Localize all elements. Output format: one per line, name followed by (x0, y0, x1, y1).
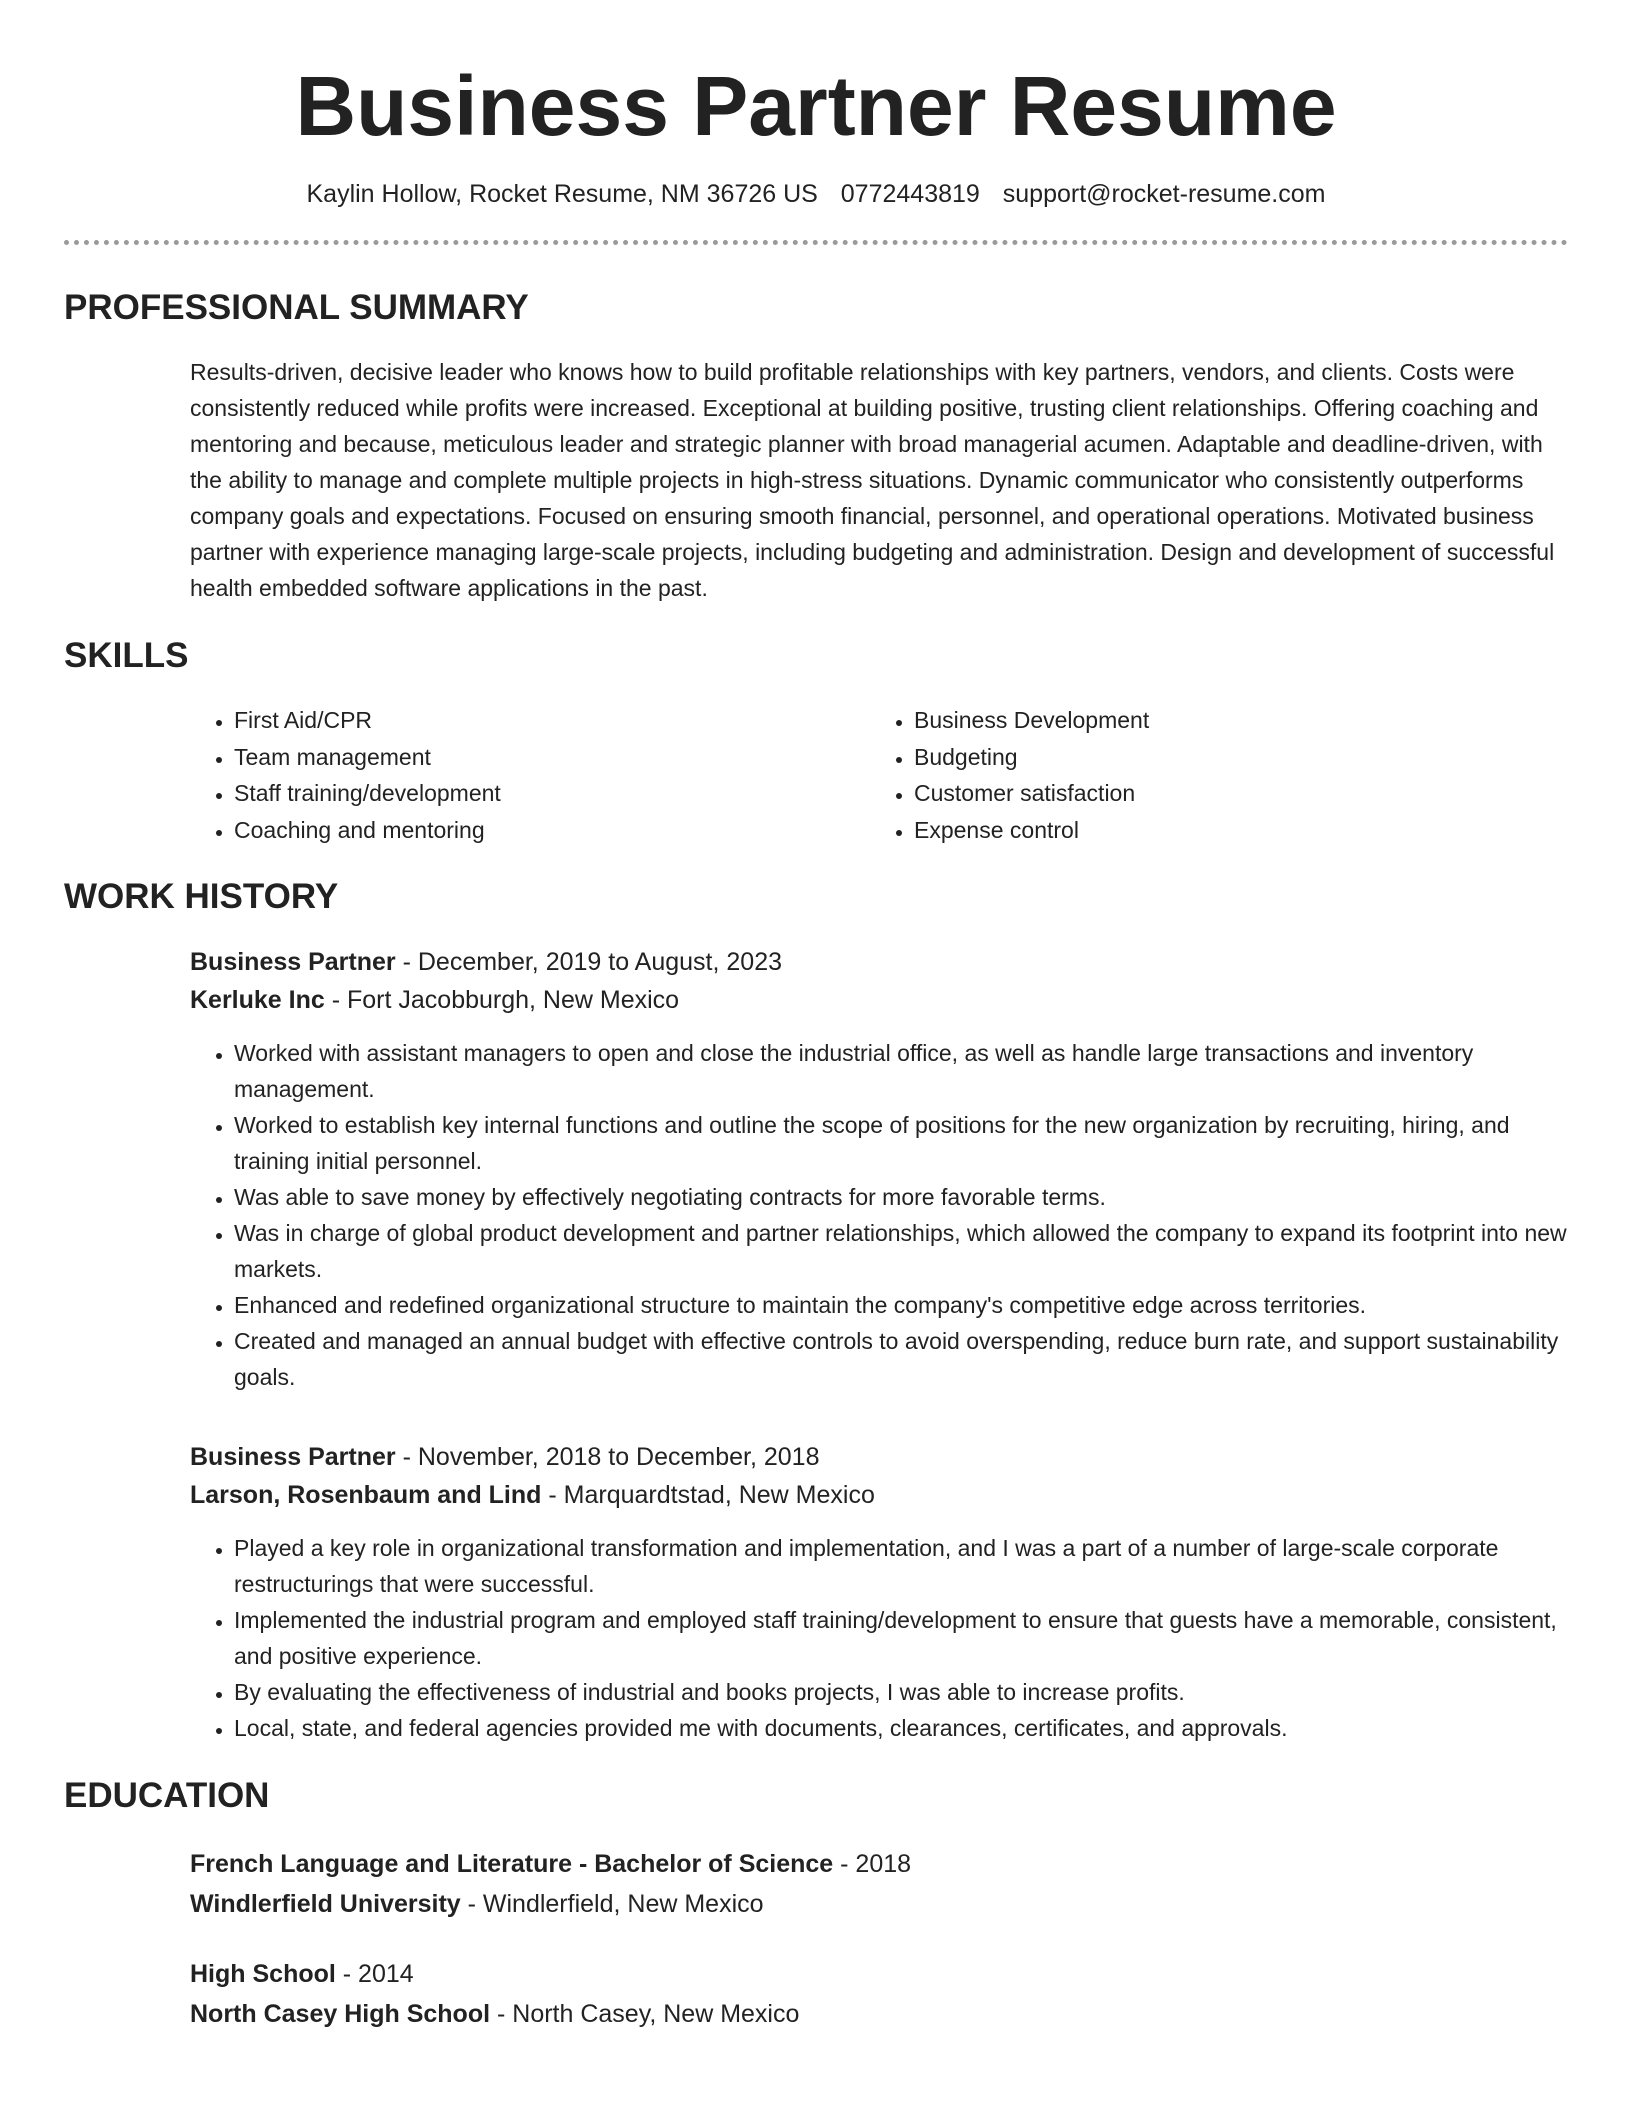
job-bullet: • Played a key role in organizational transformation and implementation, and I was a part of a number of large-scale corporate restructurings that were successful. (234, 1530, 1568, 1602)
job-entry (190, 1438, 1568, 1746)
skill-item: • Staff training/development (234, 775, 870, 812)
skill-item: • Team management (234, 739, 870, 776)
education-location: - North Casey, New Mexico (490, 2000, 800, 2028)
job-dates: - December, 2019 to August, 2023 (395, 948, 783, 976)
section-heading-skills: SKILLS (64, 636, 189, 675)
education-school-row (190, 1884, 1568, 1924)
job-bullet: • Was able to save money by effectively negotiating contracts for more favorable terms. (234, 1179, 1568, 1215)
education-school-row (190, 1994, 1568, 2034)
skill-item: • First Aid/CPR (234, 702, 870, 739)
skill-item: • Customer satisfaction (914, 775, 1550, 812)
contact-email: support@rocket-resume.com (1002, 180, 1326, 208)
section-heading-education: EDUCATION (64, 1776, 270, 1815)
job-title-row (190, 943, 1568, 981)
education-school: Windlerfield University (190, 1890, 461, 1918)
job-company-row (190, 981, 1568, 1019)
job-company: Kerluke Inc (190, 986, 325, 1014)
education-degree: French Language and Literature - Bachelor of Science (190, 1850, 834, 1878)
resume-title: Business Partner Resume (295, 59, 1337, 153)
job-dates: - November, 2018 to December, 2018 (395, 1443, 820, 1471)
job-location: - Fort Jacobburgh, New Mexico (324, 986, 680, 1014)
skills-list (190, 702, 1568, 848)
education-school: North Casey High School (190, 2000, 491, 2028)
job-bullet: • Created and managed an annual budget with effective controls to avoid overspending, reduce burn rate, and support sustainability goals. (234, 1323, 1568, 1395)
job-title-row (190, 1438, 1568, 1476)
skill-item: • Expense control (914, 812, 1550, 849)
job-bullet: • Local, state, and federal agencies provided me with documents, clearances, certificates, and approvals. (234, 1710, 1568, 1746)
section-heading-summary: PROFESSIONAL SUMMARY (64, 288, 529, 327)
education-year: - 2018 (833, 1850, 912, 1878)
job-bullet: • Was in charge of global product development and partner relationships, which allowed the company to expand its footprint into new markets. (234, 1215, 1568, 1287)
contact-phone: 0772443819 (840, 180, 980, 208)
summary-text: Results-driven, decisive leader who knows how to build profitable relationships with key partners, vendors, and clients. Costs were consistently reduced while profits were increased. Exceptional at building positive, trusting client relationships. Offering coaching and mentoring and because, meticulous leader and strategic planner with broad managerial acumen. Adaptable and deadline-driven, with the ability to manage and complete multiple projects in high-stress situations. Dynamic communicator who consistently outperforms company goals and expectations. Focused on ensuring smooth financial, personnel, and operational operations. Motivated business partner with experience managing large-scale projects, including budgeting and administration. Design and development of successful health embedded software applications in the past. (190, 359, 1555, 601)
job-company-row (190, 1476, 1568, 1514)
job-bullet: • Worked to establish key internal functions and outline the scope of positions for the new organization by recruiting, hiring, and training initial personnel. (234, 1107, 1568, 1179)
education-entry (190, 1844, 1568, 1924)
job-title: Business Partner (190, 1443, 396, 1471)
section-heading-work-history: WORK HISTORY (64, 877, 339, 916)
skills-column-left (190, 702, 870, 848)
job-bullets (190, 1530, 1568, 1746)
skills-column-right (870, 702, 1550, 848)
education-degree-row (190, 1954, 1568, 1994)
contact-address: Kaylin Hollow, Rocket Resume, NM 36726 US (306, 180, 818, 208)
education-degree-row (190, 1844, 1568, 1884)
job-title: Business Partner (190, 948, 396, 976)
job-bullet: • Enhanced and redefined organizational structure to maintain the company's competitive edge across territories. (234, 1287, 1568, 1323)
skill-item: • Budgeting (914, 739, 1550, 776)
skill-item: • Business Development (914, 702, 1550, 739)
job-bullet: • Worked with assistant managers to open and close the industrial office, as well as handle large transactions and inventory management. (234, 1035, 1568, 1107)
skill-item: • Coaching and mentoring (234, 812, 870, 849)
contact-line (64, 178, 1568, 210)
job-bullet: • Implemented the industrial program and employed staff training/development to ensure that guests have a memorable, consistent, and positive experience. (234, 1602, 1568, 1674)
education-entry (190, 1954, 1568, 2034)
education-location: - Windlerfield, New Mexico (460, 1890, 764, 1918)
job-entry (190, 943, 1568, 1395)
resume-page (64, 0, 1568, 2034)
header-divider (64, 240, 1568, 245)
job-location: - Marquardtstad, New Mexico (541, 1481, 875, 1509)
job-bullet: • By evaluating the effectiveness of industrial and books projects, I was able to increase profits. (234, 1674, 1568, 1710)
job-company: Larson, Rosenbaum and Lind (190, 1481, 542, 1509)
education-degree: High School (190, 1960, 336, 1988)
job-bullets (190, 1035, 1568, 1395)
education-year: - 2014 (335, 1960, 414, 1988)
